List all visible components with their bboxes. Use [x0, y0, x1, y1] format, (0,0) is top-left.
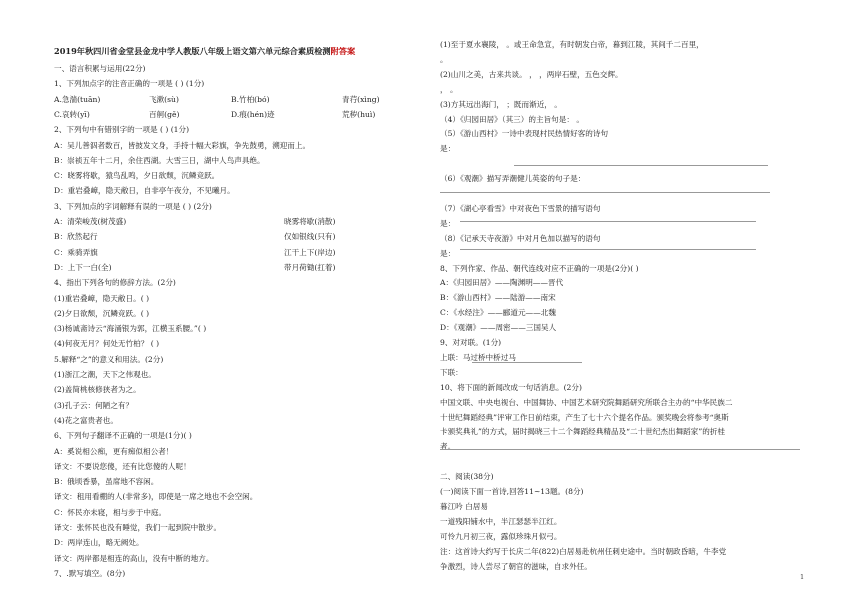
line-segment: 6、下列句子翻译不正确的一项是(1分)( )	[54, 431, 192, 441]
line-segment: B：《游山西村》——陆游——南宋	[440, 293, 556, 303]
line-segment: (1)重岩叠嶂，隐天敝日。( )	[54, 293, 150, 303]
section-divider	[440, 449, 800, 450]
line-segment: （4）《归园田居》（其三）的主旨句是： 。	[440, 114, 584, 124]
line-segment: (4)何夜无月？何处无竹柏？ ( )	[54, 339, 160, 349]
line-segment: (2)盖简桃核修狭者为之。	[54, 385, 141, 395]
line-segment: D：上下一白(全)	[54, 262, 112, 272]
line-segment: D：两岸连山，略无阙处。	[54, 538, 144, 548]
document-title	[54, 46, 355, 56]
line-segment: C：乘骑弄旗	[54, 247, 98, 257]
line-segment: 译文：不要说您傻，还有比您傻的人呢！	[54, 461, 191, 471]
line-segment: B：俄顷香暴，虽席地不容闲。	[54, 477, 159, 487]
line-segment: 者。	[440, 442, 456, 452]
line-segment: A：清荣峻茂(树茂盛)	[54, 217, 127, 226]
line-segment: 9、对对联。(1分)	[440, 338, 502, 347]
line-segment: 上联：马过桥中桥过马	[440, 352, 516, 362]
line-segment: 下联：	[440, 367, 463, 377]
title-suffix: 附答案	[330, 46, 356, 56]
line-segment: 是：	[440, 144, 456, 154]
line-segment: 是：	[440, 218, 456, 228]
line-segment: (一)阅读下面一首诗,回答11~13题。(8分)	[440, 487, 584, 496]
line-segment: (3)杨诚斋诗云“海涌银为郭，江横玉系腰。”( )	[54, 324, 207, 334]
line-segment: （8）《记承天寺夜游》中对月色加以描写的语句	[440, 233, 601, 243]
line-segment: 二、阅读(38分)	[440, 472, 494, 482]
line-segment: A：吴儿善泅者数百，皆披发文身，手持十幅大彩旗，争先鼓勇，溯迎而上。	[54, 140, 311, 150]
line-segment: C：怀民亦未寝，相与步于中庭。	[54, 507, 167, 517]
answer-line	[472, 362, 582, 363]
page-number: 1	[800, 573, 805, 581]
line-segment: （7）《湖心亭看雪》中对夜色下雪景的描写语句	[440, 203, 601, 213]
line-segment: 争激烈，诗人尝尽了朝官的滋味，自求外任。	[440, 561, 592, 571]
line-segment: 十世纪舞蹈经典”评审工作日前结束，产生了七十六个提名作品。颁奖晚会将参考“奥斯	[440, 412, 729, 422]
line-segment: A.急湍(tuān)	[54, 94, 101, 104]
line-segment: A：奚说相公痴，更有痴似相公者！	[54, 446, 174, 456]
line-segment: C：晓雾将歇，猿鸟乱鸣，夕日欲颓，沉鳞竞跃。	[54, 171, 220, 181]
line-segment: 8、下列作家、作品、朝代连线对应不正确的一项是(2分)( )	[440, 263, 639, 273]
line-segment: 带月荷锄(扛着)	[284, 262, 336, 272]
line-segment: B：欣然起行	[54, 232, 98, 242]
line-segment: D：《观潮》——周密——三国吴人	[440, 323, 557, 333]
line-segment: 卡颁奖典礼”的方式，届时揭晓三十二个舞蹈经典精品及“二十世纪杰出舞蹈家”的折桂	[440, 427, 726, 437]
title-main: 2019年秋四川省金堂县金龙中学人教版八年级上语文第六单元综合素质检测	[54, 46, 331, 56]
line-segment: 注：这首诗大约写于长庆二年(822)白居易赴杭州任刺史途中。当时朝政昏暗，牛李党	[440, 546, 727, 556]
line-segment: (3)孔子云：何陋之有？	[54, 400, 134, 410]
line-segment: 1、下列加点字的注音正确的一项是 ( ) (1分)	[54, 79, 205, 89]
line-segment: 江干上下(岸边)	[284, 247, 336, 257]
line-segment: ， 。	[440, 84, 458, 94]
line-segment: 暮江吟 白居易	[440, 501, 488, 511]
line-segment: 是：	[440, 248, 456, 258]
line-segment: (1)至于夏水襄陵， 。或王命急宣，有时朝发白帝，暮到江陵，其间千二百里，	[440, 40, 704, 49]
answer-line	[440, 192, 770, 193]
line-segment: 青荇(xìng)	[342, 94, 380, 104]
line-segment: C：《水经注》——郦道元——北魏	[440, 308, 556, 318]
line-segment: (3)方其远出海门， ；既而渐近， 。	[440, 99, 562, 109]
line-segment: 飞漱(sù)	[149, 94, 179, 104]
line-segment: (1)浙江之潮，天下之伟观也。	[54, 370, 156, 379]
line-segment: (2)山川之美，古来共谈。 ， ，两岸石壁，五色交辉。	[440, 69, 623, 79]
line-segment: B.竹柏(bó)	[231, 94, 270, 104]
line-segment: 5.解释“之”的意义和用法。(2分)	[54, 354, 164, 364]
line-segment: （5）《游山西村》一诗中表现村民热情好客的诗句	[440, 129, 609, 139]
line-segment: 3、下列加点的字词解释有误的一项是 ( ) (2分)	[54, 201, 212, 211]
line-segment: 。	[440, 54, 448, 64]
line-segment: 7、.默写填空。(8分)	[54, 568, 126, 578]
line-segment: D：重岩叠嶂，隐天敝日，自非亭午夜分，不见曦月。	[54, 186, 235, 196]
line-segment: 译文：张怀民也没有睡觉，我们一起到院中散步。	[54, 523, 222, 532]
line-segment: 4、指出下列各句的修辞方法。(2分)	[54, 278, 176, 288]
line-segment: 仅如银线(只有)	[284, 232, 336, 242]
line-segment: 译文：两岸都是相连的高山，没有中断的地方。	[54, 553, 214, 563]
line-segment: 译文：租用看棚的人(非常多)，即使是一席之地也不会空闲。	[54, 492, 258, 502]
answer-line	[460, 249, 756, 250]
line-segment: （6）《观潮》描写弄潮健儿英姿的句子是：	[440, 174, 586, 184]
line-segment: D.痕(hén)迹	[231, 109, 275, 119]
line-segment: (2)夕日欲颓，沉鳞竞跃。( )	[54, 308, 150, 318]
line-segment: 晓雾将歇(消散)	[284, 217, 336, 226]
answer-line	[460, 221, 756, 222]
line-segment: 荒秽(huì)	[342, 109, 376, 119]
answer-line	[514, 165, 768, 166]
line-segment: 中国文联、中央电视台、中国舞协、中国艺术研究院舞蹈研究所联合主办的“中华民族二	[440, 397, 733, 407]
line-segment: B：崇祯五年十二月，余住西湖。大雪三日，湖中人鸟声具绝。	[54, 155, 265, 165]
line-segment: (4)花之富贵者也。	[54, 415, 118, 425]
line-segment: C.哀转(yī)	[54, 109, 90, 119]
line-segment: A：《归园田居》——陶渊明——晋代	[440, 278, 564, 288]
line-segment: 10、将下面的新闻改成一句话消息。(2分)	[440, 382, 582, 392]
line-segment: 一道残阳铺水中，半江瑟瑟半江红。	[440, 516, 562, 526]
line-segment: 可怜九月初三夜，露似珍珠月似弓。	[440, 531, 562, 541]
line-segment: 2、下列句中有错别字的一项是 ( ) (1分)	[54, 125, 190, 135]
line-segment: 百舸(gě)	[149, 109, 180, 119]
line-segment: 一、语言积累与运用(22分)	[54, 64, 146, 73]
